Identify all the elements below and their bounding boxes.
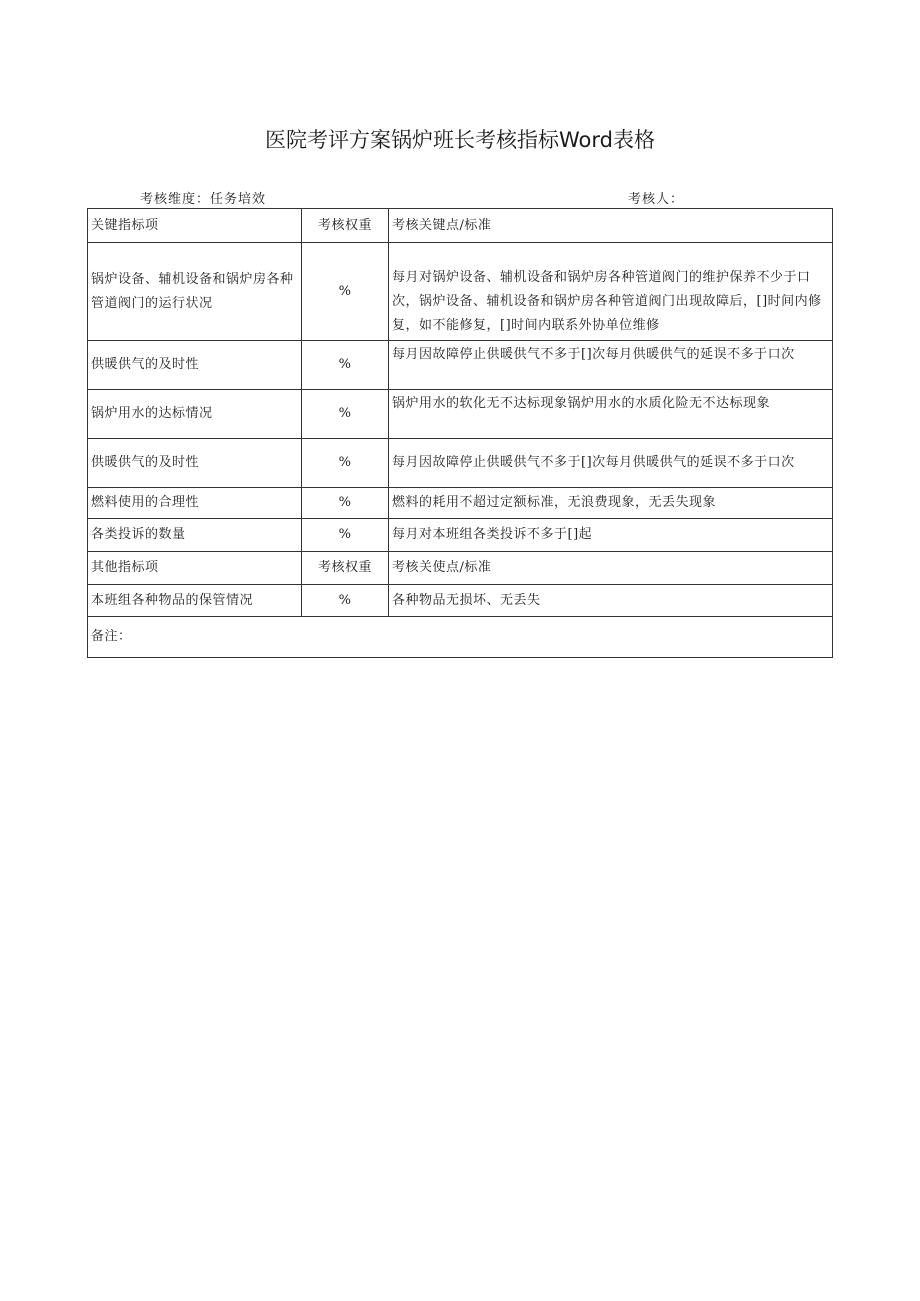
table-row [88, 243, 833, 341]
header-other-indicator: 其他指标项 [88, 552, 302, 585]
page-title: 医院考评方案锅炉班长考核指标Word表格 [265, 128, 655, 152]
assessment-table [87, 208, 833, 658]
assessor-label: 考核人： [628, 192, 685, 207]
header-standard: 考核关键点/标准 [389, 209, 833, 243]
header-weight: 考核权重 [302, 552, 389, 585]
standard-cell: 锅炉用水的软化无不达标现象锅炉用水的水质化险无不达标现象 [389, 390, 833, 439]
indicator-cell: 锅炉用水的达标情况 [88, 390, 302, 439]
weight-cell: % [302, 488, 389, 519]
header-standard: 考核关使点/标准 [389, 552, 833, 585]
table-row [88, 519, 833, 552]
weight-cell: % [302, 390, 389, 439]
standard-cell: 燃料的耗用不超过定额标准，无浪费现象，无丢失现象 [389, 488, 833, 519]
indicator-cell: 各类投诉的数量 [88, 519, 302, 552]
table-row [88, 585, 833, 617]
table-row [88, 390, 833, 439]
weight-cell: % [302, 439, 389, 488]
other-header-row [88, 552, 833, 585]
table-row [88, 341, 833, 390]
indicator-cell: 供暖供气的及时性 [88, 439, 302, 488]
indicator-cell: 锅炉设备、辅机设备和锅炉房各种管道阀门的运行状况 [88, 243, 302, 341]
standard-cell: 每月因故障停止供暖供气不多于[]次每月供暖供气的延误不多于口次 [389, 439, 833, 488]
table-header-row [88, 209, 833, 243]
header-key-indicator: 关键指标项 [88, 209, 302, 243]
standard-cell: 每月对本班组各类投诉不多于[]起 [389, 519, 833, 552]
standard-cell: 每月因故障停止供暖供气不多于[]次每月供暖供气的延误不多于口次 [389, 341, 833, 390]
weight-cell: % [302, 519, 389, 552]
table-row [88, 439, 833, 488]
header-weight: 考核权重 [302, 209, 389, 243]
remark-row [88, 617, 833, 658]
weight-cell: % [302, 341, 389, 390]
indicator-cell: 供暖供气的及时性 [88, 341, 302, 390]
weight-cell: % [302, 585, 389, 617]
weight-cell: % [302, 243, 389, 341]
standard-cell: 每月对锅炉设备、辅机设备和锅炉房各种管道阀门的维护保养不少于口次，锅炉设备、辅机设备和锅炉房各种管道阀门出现故障后，[]时间内修复，如不能修复，[]时间内联系外协单位维修 [389, 243, 833, 341]
indicator-cell: 本班组各种物品的保管情况 [88, 585, 302, 617]
remark-cell: 备注： [88, 617, 833, 658]
table-row [88, 488, 833, 519]
assessment-dimension: 考核维度：任务培效 [140, 192, 267, 207]
indicator-cell: 燃料使用的合理性 [88, 488, 302, 519]
standard-cell: 各种物品无损坏、无丢失 [389, 585, 833, 617]
